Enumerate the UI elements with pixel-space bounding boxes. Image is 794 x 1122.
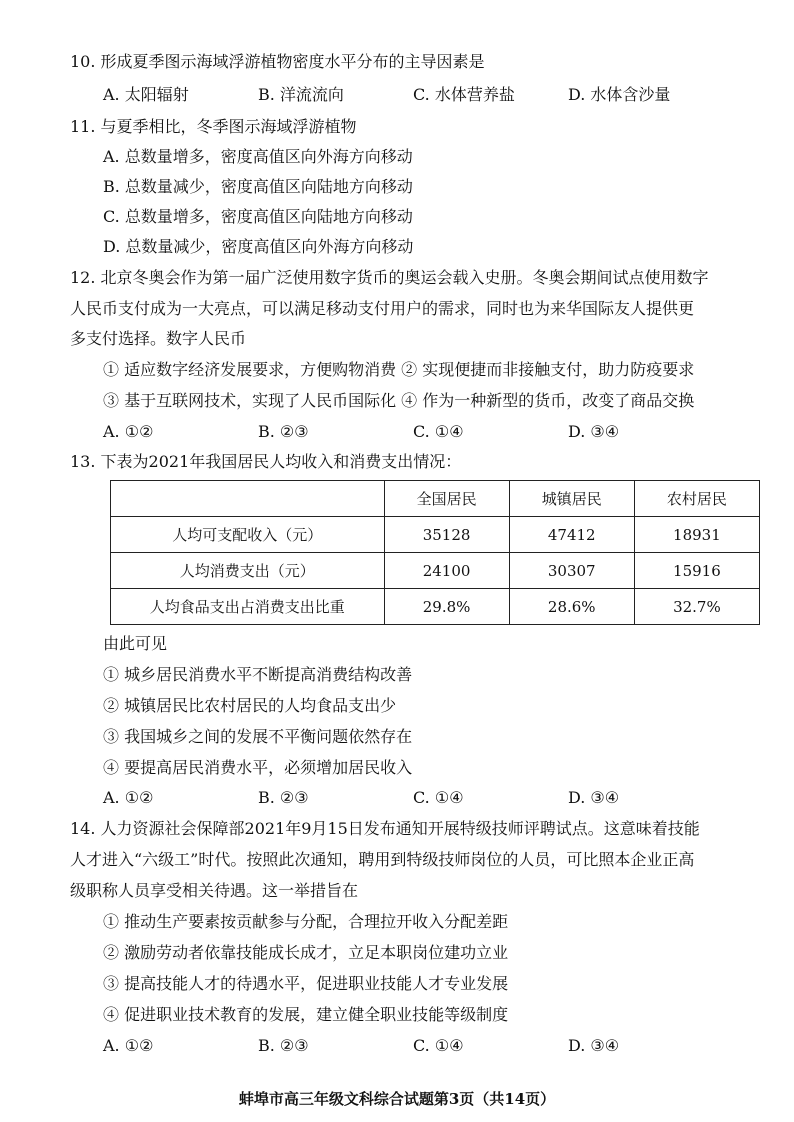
q14-statement-2: ② 激励劳动者依靠技能成长成才，立足本职岗位建功立业 bbox=[103, 943, 509, 962]
table-cell: 32.7% bbox=[634, 589, 759, 625]
q12-option-b: B. ②③ bbox=[258, 422, 309, 441]
q13-option-a: A. ①② bbox=[103, 788, 154, 807]
q14-statement-1: ① 推动生产要素按贡献参与分配，合理拉开收入分配差距 bbox=[103, 912, 509, 931]
q10-option-a: A. 太阳辐射 bbox=[103, 85, 189, 104]
q14-stem-line-3: 级职称人员享受相关待遇。这一举措旨在 bbox=[70, 881, 359, 900]
table-header-urban: 城镇居民 bbox=[509, 481, 634, 517]
table-cell: 15916 bbox=[634, 553, 759, 589]
q11-option-a: A. 总数量增多，密度高值区向外海方向移动 bbox=[103, 147, 413, 166]
table-cell: 18931 bbox=[634, 517, 759, 553]
q13-option-d: D. ③④ bbox=[568, 788, 620, 807]
income-table bbox=[110, 480, 760, 625]
table-cell: 29.8% bbox=[384, 589, 509, 625]
row-label-consumption: 人均消费支出（元） bbox=[111, 553, 385, 589]
q13-option-b: B. ②③ bbox=[258, 788, 309, 807]
q11-stem: 11. 与夏季相比，冬季图示海域浮游植物 bbox=[70, 117, 357, 136]
table-row bbox=[111, 553, 760, 589]
row-label-food-share: 人均食品支出占消费支出比重 bbox=[111, 589, 385, 625]
table-cell: 30307 bbox=[509, 553, 634, 589]
table-header-row bbox=[111, 481, 760, 517]
q14-statement-4: ④ 促进职业技术教育的发展，建立健全职业技能等级制度 bbox=[103, 1005, 509, 1024]
q11-option-c: C. 总数量增多，密度高值区向陆地方向移动 bbox=[103, 207, 413, 226]
table-cell: 24100 bbox=[384, 553, 509, 589]
q14-option-c: C. ①④ bbox=[413, 1036, 464, 1055]
q10-stem: 10. 形成夏季图示海域浮游植物密度水平分布的主导因素是 bbox=[70, 52, 485, 71]
q12-option-c: C. ①④ bbox=[413, 422, 464, 441]
q10-option-c: C. 水体营养盐 bbox=[413, 85, 515, 104]
q13-statement-2: ② 城镇居民比农村居民的人均食品支出少 bbox=[103, 696, 397, 715]
q11-option-b: B. 总数量减少，密度高值区向陆地方向移动 bbox=[103, 177, 413, 196]
q14-stem-line-1: 14. 人力资源社会保障部2021年9月15日发布通知开展特级技师评聘试点。这意味着技能 bbox=[70, 819, 700, 838]
q12-stem-line-3: 多支付选择。数字人民币 bbox=[70, 329, 247, 348]
q10-option-b: B. 洋流流向 bbox=[258, 85, 344, 104]
q14-option-d: D. ③④ bbox=[568, 1036, 620, 1055]
q14-stem-line-2: 人才进入“六级工”时代。按照此次通知，聘用到特级技师岗位的人员，可比照本企业正高 bbox=[70, 850, 695, 869]
table-cell: 47412 bbox=[509, 517, 634, 553]
q12-option-d: D. ③④ bbox=[568, 422, 620, 441]
q10-option-d: D. 水体含沙量 bbox=[568, 85, 671, 104]
table-header-blank bbox=[111, 481, 385, 517]
table-cell: 28.6% bbox=[509, 589, 634, 625]
table-row bbox=[111, 517, 760, 553]
q13-lead: 由此可见 bbox=[103, 634, 168, 653]
q12-stem-line-1: 12. 北京冬奥会作为第一届广泛使用数字货币的奥运会载入史册。冬奥会期间试点使用数字 bbox=[70, 268, 709, 287]
table-header-national: 全国居民 bbox=[384, 481, 509, 517]
q14-option-b: B. ②③ bbox=[258, 1036, 309, 1055]
q14-option-a: A. ①② bbox=[103, 1036, 154, 1055]
q14-statement-3: ③ 提高技能人才的待遇水平，促进职业技能人才专业发展 bbox=[103, 974, 509, 993]
q12-stem-line-2: 人民币支付成为一大亮点，可以满足移动支付用户的需求，同时也为来华国际友人提供更 bbox=[70, 299, 695, 318]
row-label-disposable-income: 人均可支配收入（元） bbox=[111, 517, 385, 553]
q13-stem: 13. 下表为2021年我国居民人均收入和消费支出情况： bbox=[70, 452, 462, 471]
q13-statement-1: ① 城乡居民消费水平不断提高消费结构改善 bbox=[103, 665, 413, 684]
q12-option-a: A. ①② bbox=[103, 422, 154, 441]
table-row bbox=[111, 589, 760, 625]
q13-statement-4: ④ 要提高居民消费水平，必须增加居民收入 bbox=[103, 758, 413, 777]
q12-statement-1: ① 适应数字经济发展要求，方便购物消费 ② 实现便捷而非接触支付，助力防疫要求 bbox=[103, 360, 695, 379]
page-footer: 蚌埠市高三年级文科综合试题第3页（共14页） bbox=[238, 1090, 556, 1108]
q13-statement-3: ③ 我国城乡之间的发展不平衡问题依然存在 bbox=[103, 727, 413, 746]
table-cell: 35128 bbox=[384, 517, 509, 553]
q12-statement-2: ③ 基于互联网技术，实现了人民币国际化 ④ 作为一种新型的货币，改变了商品交换 bbox=[103, 391, 695, 410]
table-header-rural: 农村居民 bbox=[634, 481, 759, 517]
q11-option-d: D. 总数量减少，密度高值区向外海方向移动 bbox=[103, 237, 414, 256]
q13-option-c: C. ①④ bbox=[413, 788, 464, 807]
